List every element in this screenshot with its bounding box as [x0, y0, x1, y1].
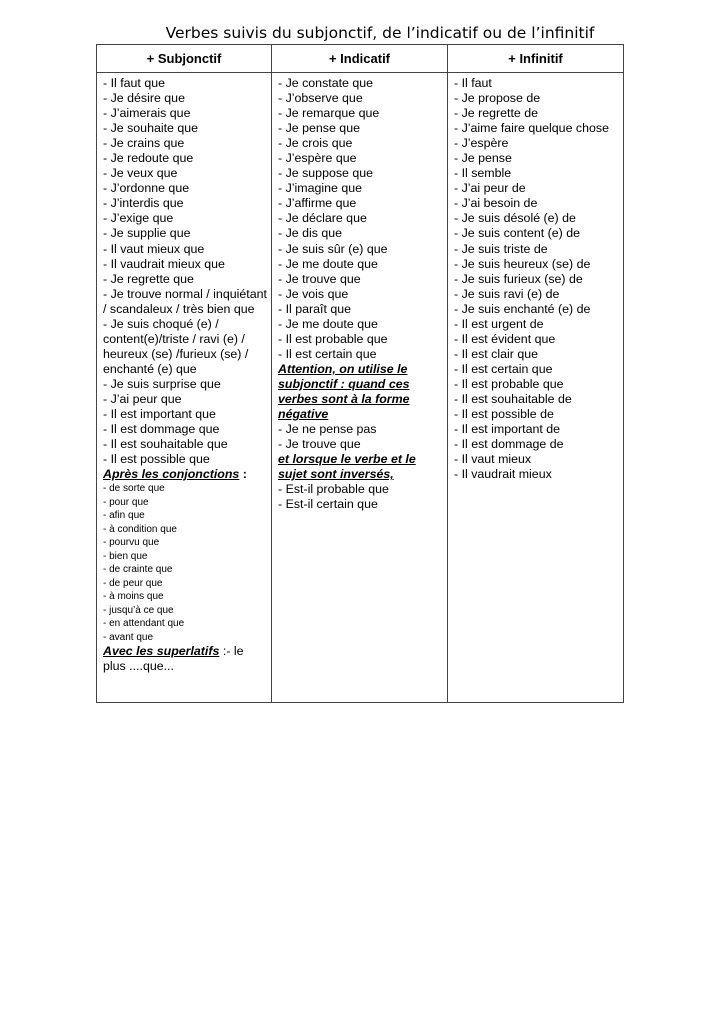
list-item: - Je regrette de	[454, 106, 539, 121]
list-item: - Il semble	[454, 166, 512, 181]
list-item: - pour que	[103, 496, 149, 508]
list-item: - Je pense que	[278, 121, 360, 136]
section-heading-text: Attention, on utilise le	[278, 361, 408, 376]
list-item: - Je remarque que	[278, 106, 380, 121]
list-item: - Je suis désolé (e) de	[454, 211, 576, 226]
list-item: - Il est probable que	[454, 376, 564, 391]
list-item: - Je trouve que	[278, 437, 361, 452]
list-item: - J’ai peur que	[103, 391, 182, 406]
section-heading-text: négative	[278, 407, 329, 422]
list-item: - pourvu que	[103, 537, 160, 549]
list-item: - Je suis sûr (e) que	[278, 241, 388, 256]
section-heading-text: et lorsque le verbe et le	[278, 452, 416, 467]
list-item: - Il est clair que	[454, 346, 539, 361]
list-item: - Il est probable que	[278, 331, 388, 346]
list-item: - Il est certain que	[454, 361, 553, 376]
list-item: - Il est dommage de	[454, 437, 564, 452]
list-item: - Je dis que	[278, 226, 343, 241]
list-item: - J’ai besoin de	[454, 196, 538, 211]
list-item: - Il vaut mieux que	[103, 241, 205, 256]
list-item: - Il vaudrait mieux que	[103, 256, 225, 271]
list-item: - J’espère que	[278, 151, 357, 166]
list-item: enchanté (e) que	[103, 361, 197, 376]
section-heading	[278, 467, 447, 482]
table-body-row	[97, 73, 624, 703]
list-item: - J’interdis que	[103, 196, 184, 211]
section-heading-text: subjonctif : quand ces	[278, 376, 410, 391]
list-item: - de peur que	[103, 577, 163, 589]
list-item: - Je propose de	[454, 91, 541, 106]
section-heading	[103, 467, 271, 482]
list-item: - Je vois que	[278, 286, 349, 301]
list-item: - bien que	[103, 550, 148, 562]
list-item: - Je suppose que	[278, 166, 374, 181]
header-subjonctif: + Subjonctif	[97, 45, 272, 73]
list-item: - Je suis surprise que	[103, 376, 221, 391]
list-item: - Il est souhaitable que	[103, 437, 228, 452]
list-item: - Il faut	[454, 76, 492, 90]
list-item: - de crainte que	[103, 564, 173, 576]
list-item: - J’aimerais que	[103, 106, 191, 121]
list-item: - de sorte que	[103, 483, 165, 495]
section-heading-suffix: :- le	[219, 644, 244, 659]
list-item: - Il est possible que	[103, 452, 210, 467]
list-item: - Il est certain que	[278, 346, 377, 361]
list-item: - à condition que	[103, 523, 177, 535]
list-item: - Il est possible de	[454, 407, 554, 422]
list-item: - J’ordonne que	[103, 181, 190, 196]
header-infinitif: + Infinitif	[448, 45, 624, 73]
indicatif-column	[272, 73, 448, 703]
list-item: heureux (se) /furieux (se) /	[103, 346, 249, 361]
list-item: - Je désire que	[103, 91, 185, 106]
list-item: - Je me doute que	[278, 316, 378, 331]
list-item: - Je trouve que	[278, 271, 361, 286]
list-item: - Il est urgent de	[454, 316, 544, 331]
list-item: / scandaleux / très bien que	[103, 301, 255, 316]
list-item: - Je suis content (e) de	[454, 226, 581, 241]
list-item: - J’imagine que	[278, 181, 363, 196]
list-item: - J’espère	[454, 136, 509, 151]
list-item: - J’ai peur de	[454, 181, 526, 196]
list-item: - Je regrette que	[103, 271, 194, 286]
table-header-row	[97, 45, 624, 73]
section-heading	[278, 452, 447, 467]
section-heading-text: Après les conjonctions	[103, 467, 240, 482]
list-item: - à moins que	[103, 591, 164, 603]
list-item: - Je suis triste de	[454, 241, 548, 256]
section-heading-suffix: :	[239, 467, 247, 482]
list-item: - J’exige que	[103, 211, 174, 226]
list-item: - Je ne pense pas	[278, 422, 377, 437]
list-item: content(e)/triste / ravi (e) /	[103, 331, 245, 346]
header-indicatif: + Indicatif	[272, 45, 448, 73]
list-item: - Je veux que	[103, 166, 178, 181]
list-item: - Je crains que	[103, 136, 185, 151]
list-item: - Je suis ravi (e) de	[454, 286, 560, 301]
list-item: - Je trouve normal / inquiétant	[103, 286, 267, 301]
list-item: - J’affirme que	[278, 196, 357, 211]
list-item: - Il vaut mieux	[454, 452, 532, 467]
list-item: - jusqu’à ce que	[103, 604, 174, 616]
list-item: - Est-il certain que	[278, 497, 378, 512]
list-item: - J’observe que	[278, 91, 363, 106]
list-item: - Je suis choqué (e) /	[103, 316, 219, 331]
list-item: - Je souhaite que	[103, 121, 199, 136]
list-item: - Il est important de	[454, 422, 561, 437]
infinitif-column	[448, 73, 624, 703]
section-heading-text: verbes sont à la forme	[278, 391, 410, 406]
list-item: - Je suis heureux (se) de	[454, 256, 591, 271]
section-heading	[278, 392, 447, 407]
list-item: - avant que	[103, 631, 154, 643]
list-item: - Je déclare que	[278, 211, 367, 226]
list-item: - en attendant que	[103, 618, 185, 630]
section-heading-text: Avec les superlatifs	[103, 644, 220, 659]
list-item: - afin que	[103, 510, 145, 522]
subjonctif-column	[97, 73, 272, 703]
verbs-table	[96, 44, 624, 703]
page-title: Verbes suivis du subjonctif, de l’indicatif ou de l’infinitif	[165, 24, 595, 42]
list-item: - Il paraît que	[278, 301, 352, 316]
list-item: - Il est important que	[103, 407, 216, 422]
section-heading-text: sujet sont inversés,	[278, 467, 394, 482]
list-item: - Je crois que	[278, 136, 353, 151]
list-item: - Est-il probable que	[278, 482, 389, 497]
list-item: - Je redoute que	[103, 151, 194, 166]
section-heading	[278, 377, 447, 392]
list-item: - Il est souhaitable de	[454, 391, 572, 406]
list-item: - Je suis furieux (se) de	[454, 271, 583, 286]
list-item: - Il vaudrait mieux	[454, 467, 552, 482]
list-item: - Je constate que	[278, 76, 374, 90]
list-item: - Il est dommage que	[103, 422, 220, 437]
list-item: - Il est évident que	[454, 331, 556, 346]
list-item: - Il faut que	[103, 76, 165, 90]
list-item: - Je supplie que	[103, 226, 191, 241]
list-item: - Je suis enchanté (e) de	[454, 301, 591, 316]
list-item: - Je pense	[454, 151, 512, 166]
section-heading	[103, 644, 271, 659]
list-item: - Je me doute que	[278, 256, 378, 271]
list-item: plus ....que...	[103, 659, 174, 674]
section-heading	[278, 407, 447, 422]
list-item: - J’aime faire quelque chose	[454, 121, 609, 136]
section-heading	[278, 362, 447, 377]
